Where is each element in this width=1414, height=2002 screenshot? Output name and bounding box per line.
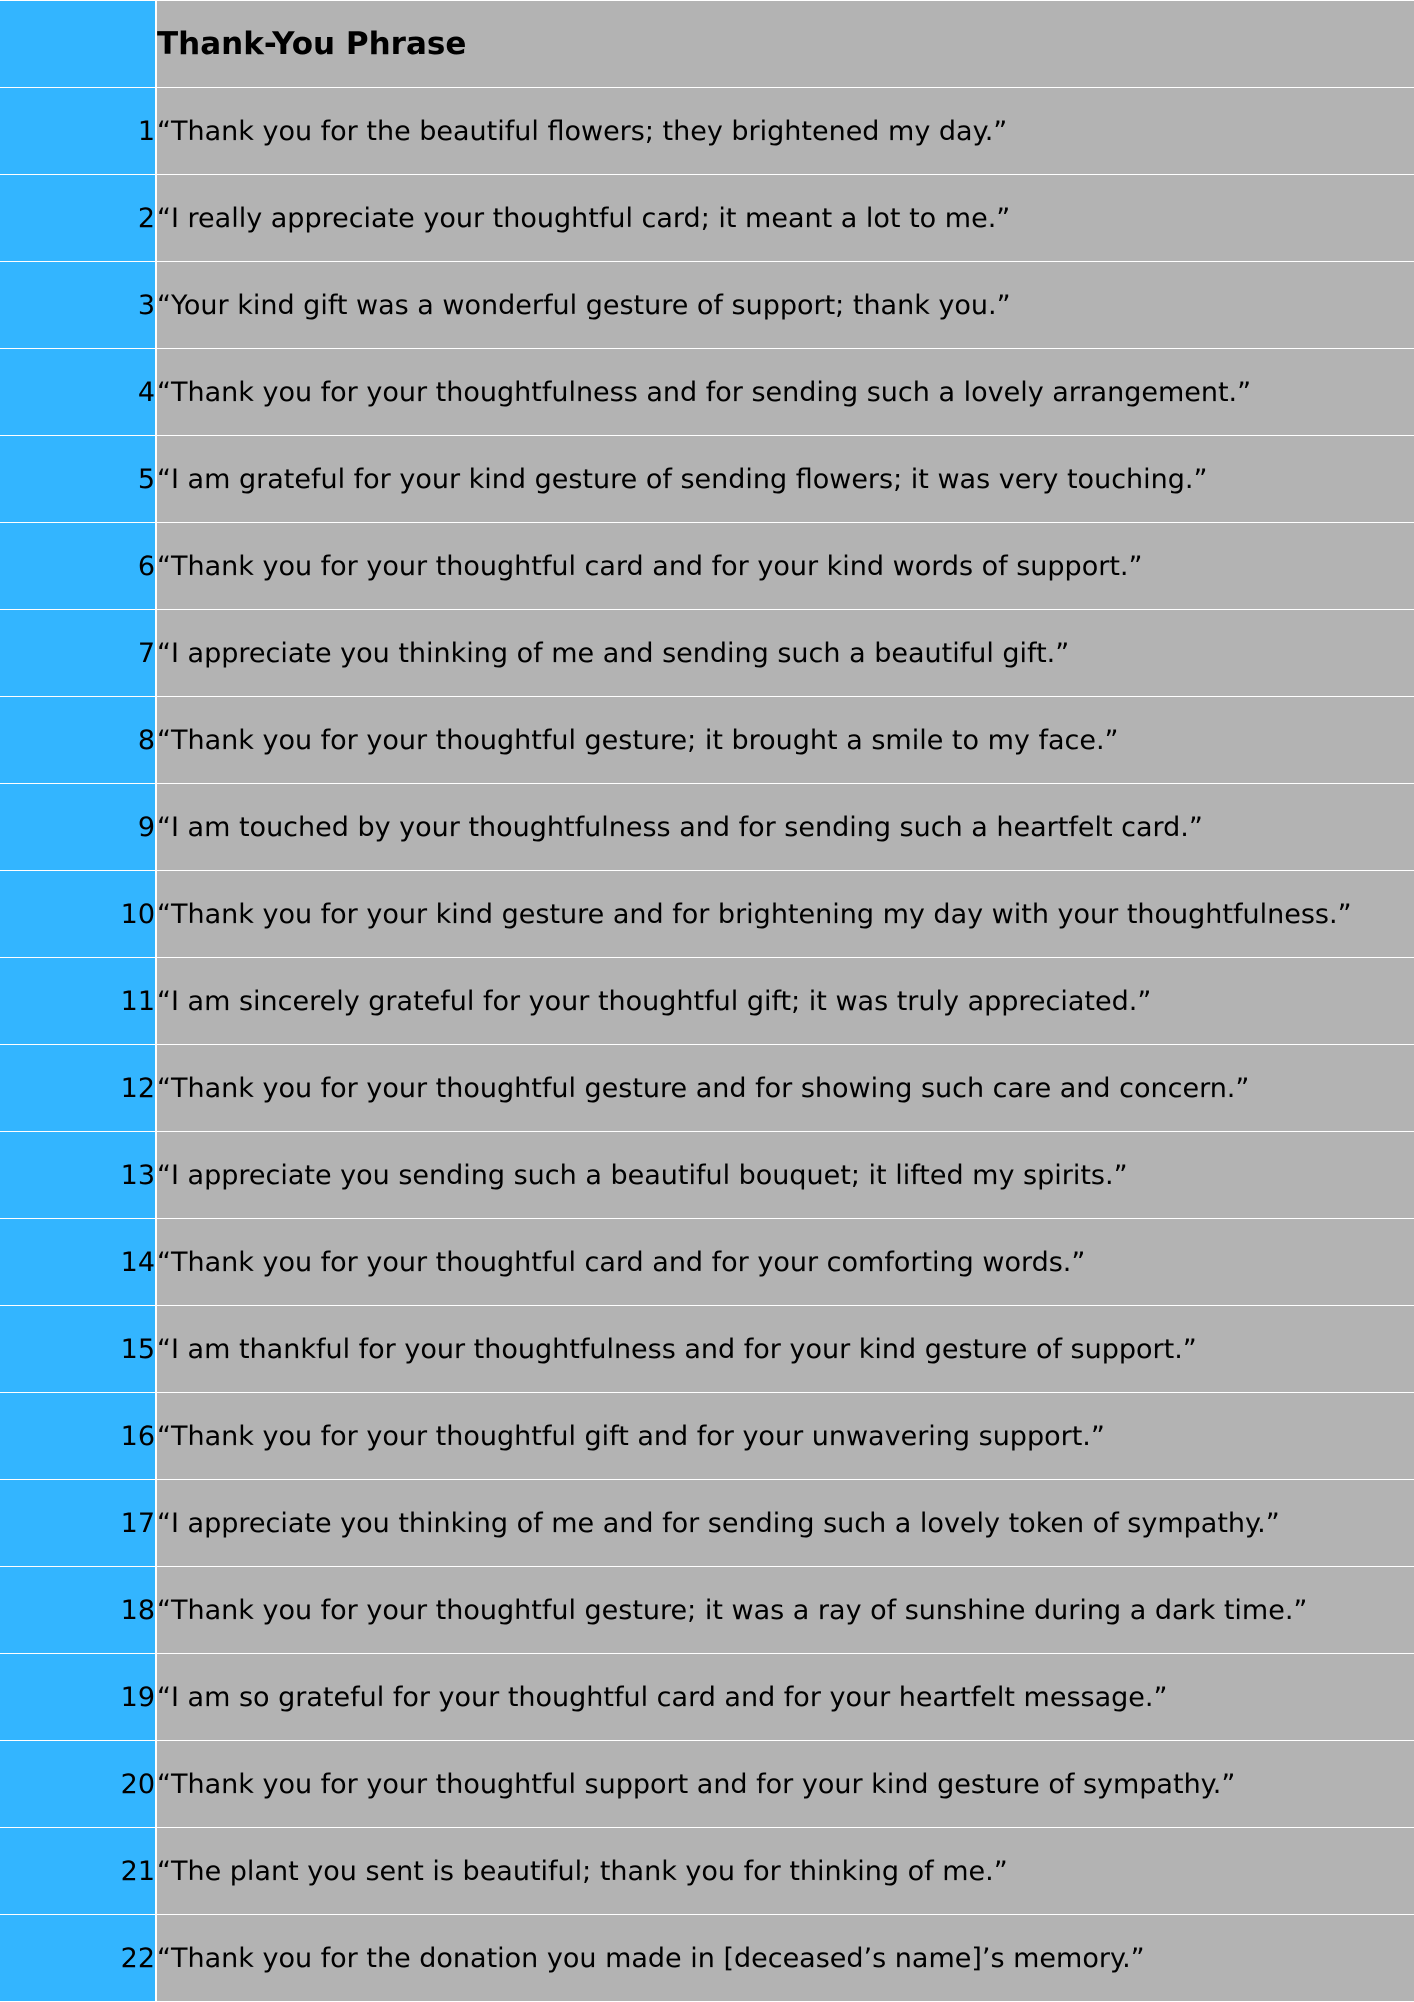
row-number: 11 (0, 958, 156, 1045)
row-number: 15 (0, 1306, 156, 1393)
thank-you-phrase: “I am thankful for your thoughtfulness and for your kind gesture of support.” (156, 1306, 1414, 1393)
table-row (0, 1654, 1414, 1741)
table-row (0, 436, 1414, 523)
table-row (0, 697, 1414, 784)
table-row (0, 871, 1414, 958)
row-number: 19 (0, 1654, 156, 1741)
table-row (0, 349, 1414, 436)
phrase-column-header: Thank-You Phrase (156, 1, 1414, 88)
row-number: 22 (0, 1915, 156, 2002)
thank-you-phrase: “I am touched by your thoughtfulness and for sending such a heartfelt card.” (156, 784, 1414, 871)
thank-you-phrase: “Thank you for your thoughtful gesture; it brought a smile to my face.” (156, 697, 1414, 784)
row-number: 8 (0, 697, 156, 784)
row-number: 6 (0, 523, 156, 610)
row-number: 1 (0, 88, 156, 175)
row-number: 16 (0, 1393, 156, 1480)
table-row (0, 1828, 1414, 1915)
thank-you-phrase: “Thank you for your thoughtful gift and for your unwavering support.” (156, 1393, 1414, 1480)
table-row (0, 1219, 1414, 1306)
table-row (0, 958, 1414, 1045)
thank-you-phrase: “Your kind gift was a wonderful gesture of support; thank you.” (156, 262, 1414, 349)
table-row (0, 523, 1414, 610)
table-row (0, 784, 1414, 871)
table-row (0, 88, 1414, 175)
row-number: 10 (0, 871, 156, 958)
thank-you-phrase: “I appreciate you thinking of me and for sending such a lovely token of sympathy.” (156, 1480, 1414, 1567)
thank-you-phrase: “I am so grateful for your thoughtful card and for your heartfelt message.” (156, 1654, 1414, 1741)
thank-you-phrase: “Thank you for your kind gesture and for brightening my day with your thoughtfulness.” (156, 871, 1414, 958)
number-column-header (0, 1, 156, 88)
thank-you-phrase: “I am sincerely grateful for your thoughtful gift; it was truly appreciated.” (156, 958, 1414, 1045)
table-row (0, 175, 1414, 262)
table-row (0, 1306, 1414, 1393)
table-row (0, 1045, 1414, 1132)
thank-you-phrase: “Thank you for your thoughtful card and for your comforting words.” (156, 1219, 1414, 1306)
thank-you-phrase: “Thank you for your thoughtful gesture; it was a ray of sunshine during a dark time.” (156, 1567, 1414, 1654)
thank-you-phrase: “I really appreciate your thoughtful card; it meant a lot to me.” (156, 175, 1414, 262)
row-number: 5 (0, 436, 156, 523)
table-row (0, 1393, 1414, 1480)
table-row (0, 1132, 1414, 1219)
row-number: 12 (0, 1045, 156, 1132)
thank-you-phrase: “Thank you for your thoughtful card and for your kind words of support.” (156, 523, 1414, 610)
thank-you-phrase: “Thank you for the donation you made in [deceased’s name]’s memory.” (156, 1915, 1414, 2002)
table-row (0, 1915, 1414, 2002)
table-body (0, 88, 1414, 2002)
row-number: 21 (0, 1828, 156, 1915)
row-number: 18 (0, 1567, 156, 1654)
row-number: 17 (0, 1480, 156, 1567)
thank-you-phrase: “Thank you for the beautiful flowers; they brightened my day.” (156, 88, 1414, 175)
row-number: 20 (0, 1741, 156, 1828)
row-number: 7 (0, 610, 156, 697)
thank-you-phrase: “I appreciate you thinking of me and sending such a beautiful gift.” (156, 610, 1414, 697)
thank-you-phrase: “Thank you for your thoughtful gesture and for showing such care and concern.” (156, 1045, 1414, 1132)
thank-you-phrase: “Thank you for your thoughtfulness and for sending such a lovely arrangement.” (156, 349, 1414, 436)
table-header-row (0, 1, 1414, 88)
thank-you-phrase: “The plant you sent is beautiful; thank you for thinking of me.” (156, 1828, 1414, 1915)
thank-you-phrase: “Thank you for your thoughtful support and for your kind gesture of sympathy.” (156, 1741, 1414, 1828)
row-number: 13 (0, 1132, 156, 1219)
thank-you-phrase: “I appreciate you sending such a beautiful bouquet; it lifted my spirits.” (156, 1132, 1414, 1219)
row-number: 9 (0, 784, 156, 871)
row-number: 3 (0, 262, 156, 349)
thank-you-phrase: “I am grateful for your kind gesture of sending flowers; it was very touching.” (156, 436, 1414, 523)
table-row (0, 610, 1414, 697)
row-number: 14 (0, 1219, 156, 1306)
row-number: 2 (0, 175, 156, 262)
table-row (0, 1741, 1414, 1828)
table-row (0, 262, 1414, 349)
table-row (0, 1567, 1414, 1654)
row-number: 4 (0, 349, 156, 436)
table-row (0, 1480, 1414, 1567)
